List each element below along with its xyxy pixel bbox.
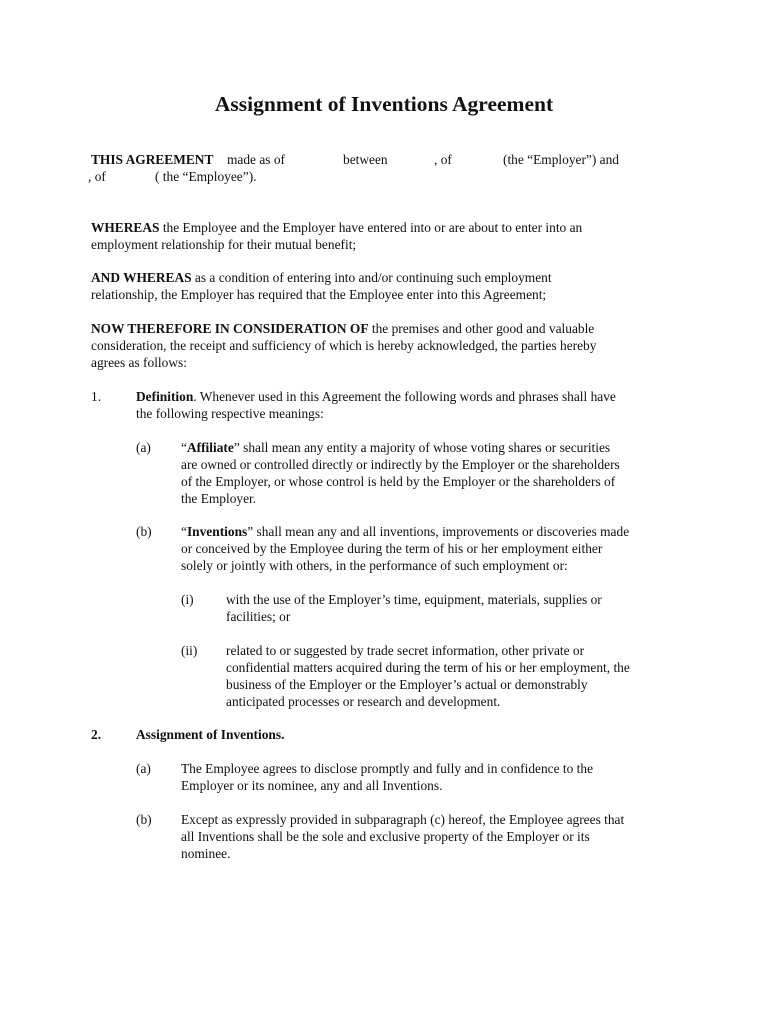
section-1b-term: Inventions bbox=[186, 524, 248, 539]
section-1b-body bbox=[181, 523, 681, 574]
section-1a-label: (a) bbox=[136, 440, 151, 455]
section-1b-ii-line-4: anticipated processes or research and development. bbox=[226, 694, 501, 709]
section-1a-line-2: are owned or controlled directly or indirectly by the Employer or the shareholders bbox=[181, 457, 620, 472]
section-1-heading: Definition bbox=[136, 389, 194, 404]
section-2-body bbox=[136, 726, 696, 743]
section-1b-ii-line-1: related to or suggested by trade secret information, other private or bbox=[226, 643, 585, 658]
section-2b-body bbox=[181, 811, 681, 862]
therefore-clause bbox=[91, 320, 691, 371]
therefore-line-2: consideration, the receipt and sufficiency of which is hereby acknowledged, the parties hereby bbox=[91, 338, 597, 353]
therefore-lead: NOW THEREFORE IN CONSIDERATION OF bbox=[91, 321, 369, 336]
whereas-1-line-2: employment relationship for their mutual benefit; bbox=[91, 237, 357, 252]
section-1a-line-4: the Employer. bbox=[181, 491, 257, 506]
preamble-made-as-of: made as of bbox=[227, 152, 286, 167]
preamble-between: between bbox=[343, 152, 388, 167]
preamble-employee-def: ( the “Employee”). bbox=[155, 169, 257, 184]
preamble-lead: THIS AGREEMENT bbox=[91, 152, 214, 167]
section-1b-ii-body bbox=[226, 642, 686, 710]
section-2b-line-1: Except as expressly provided in subparagraph (c) hereof, the Employee agrees that bbox=[181, 812, 625, 827]
section-2a-line-1: The Employee agrees to disclose promptly and fully and in confidence to the bbox=[181, 761, 594, 776]
whereas-2-lead: AND WHEREAS bbox=[91, 270, 192, 285]
section-1b-line-2: or conceived by the Employee during the term of his or her employment either bbox=[181, 541, 603, 556]
section-1a-line-3: of the Employer, or whose control is held by the Employer or the shareholders of bbox=[181, 474, 616, 489]
whereas-clause-2 bbox=[91, 269, 691, 303]
preamble-of-1: , of bbox=[434, 152, 452, 167]
section-1b-i-body bbox=[226, 591, 686, 625]
section-2b-line-2: all Inventions shall be the sole and exclusive property of the Employer or its bbox=[181, 829, 590, 844]
therefore-line-1: the premises and other good and valuable bbox=[368, 321, 595, 336]
section-1b-open-quote: “ bbox=[181, 524, 187, 539]
section-2a-line-2: Employer or its nominee, any and all Inventions. bbox=[181, 778, 443, 793]
section-1a-line-1: ” shall mean any entity a majority of whose voting shares or securities bbox=[233, 440, 611, 455]
section-1b-i-line-1: with the use of the Employer’s time, equipment, materials, supplies or bbox=[226, 592, 602, 607]
section-1b-line-3: solely or jointly with others, in the performance of such employment or: bbox=[181, 558, 568, 573]
section-1b-ii-label: (ii) bbox=[181, 643, 198, 658]
section-1a-body bbox=[181, 439, 681, 507]
section-1b-line-1: ” shall mean any and all inventions, improvements or discoveries made bbox=[247, 524, 630, 539]
section-1a-open-quote: “ bbox=[181, 440, 187, 455]
section-1a-term: Affiliate bbox=[186, 440, 234, 455]
section-2b-label: (b) bbox=[136, 812, 152, 827]
preamble-employer-def: (the “Employer”) and bbox=[503, 152, 619, 167]
section-1b-ii-line-3: business of the Employer or the Employer’s actual or demonstrably bbox=[226, 677, 588, 692]
whereas-clause-1 bbox=[91, 219, 691, 253]
preamble-of-2: , of bbox=[88, 169, 106, 184]
section-2a-body bbox=[181, 760, 681, 794]
section-2b-line-3: nominee. bbox=[181, 846, 231, 861]
section-1-body bbox=[136, 388, 696, 422]
whereas-2-line-1: as a condition of entering into and/or continuing such employment bbox=[191, 270, 552, 285]
section-1-line-1: . Whenever used in this Agreement the following words and phrases shall have bbox=[193, 389, 616, 404]
whereas-1-lead: WHEREAS bbox=[91, 220, 160, 235]
section-2-heading: Assignment of Inventions. bbox=[136, 727, 285, 742]
whereas-1-line-1: the Employee and the Employer have entered into or are about to enter into an bbox=[159, 220, 583, 235]
section-1b-label: (b) bbox=[136, 524, 152, 539]
section-1-line-2: the following respective meanings: bbox=[136, 406, 324, 421]
section-1b-i-label: (i) bbox=[181, 592, 194, 607]
section-2a-label: (a) bbox=[136, 761, 151, 776]
section-1b-ii-line-2: confidential matters acquired during the term of his or her employment, the bbox=[226, 660, 630, 675]
section-1-number: 1. bbox=[91, 389, 102, 404]
whereas-2-line-2: relationship, the Employer has required that the Employee enter into this Agreement; bbox=[91, 287, 547, 302]
document-title: Assignment of Inventions Agreement bbox=[214, 92, 554, 116]
section-1b-i-line-2: facilities; or bbox=[226, 609, 291, 624]
section-2-number: 2. bbox=[91, 727, 102, 742]
therefore-line-3: agrees as follows: bbox=[91, 355, 187, 370]
